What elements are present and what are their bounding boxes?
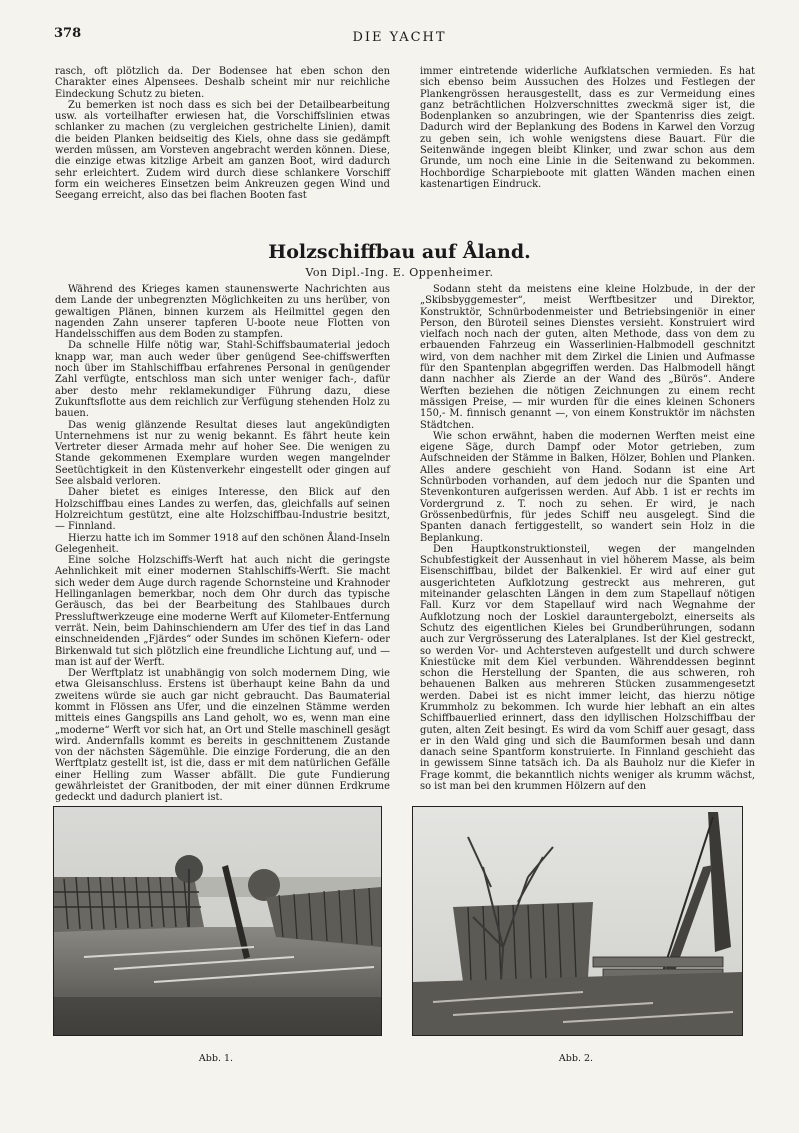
figure-1-caption: Abb. 1. xyxy=(198,1053,234,1064)
paragraph: Eine solche Holzschiffs-Werft hat auch nicht die geringste Aehnlichkeit mit einer modernen Stahlschiffs-Werft. Sie macht sich weder dem Auge durch ragende Schornsteine und Krahnoder Hellinganlagen bemerkbar, noch dem Ohr durch das typische Geräusch, das bei der Bearbeitung des Stahlbaues durch Pressluftwerkzeuge eine moderne Werft auf Kilometer-Entfernung verrät. Nein, beim Dahinschiendern am Ufer des tief in das Land einschneidenden „Fjärdes“ oder Sundes im schönen Kiefern- oder Birkenwald tut sich plötzlich eine freundliche Lichtung auf, und — man ist auf der Werft. xyxy=(55,555,390,668)
paragraph: Daher bietet es einiges Interesse, den Blick auf den Holzschiffbau eines Landes zu werfen, das, gleichfalls auf seinen Holzreichtum gestützt, eine alte Holzschiffbau-Industrie besitzt, — Finnland. xyxy=(55,487,390,533)
paragraph: rasch, oft plötzlich da. Der Bodensee hat eben schon den Charakter eines Alpensees. Deshalb scheint mir nur reichliche Eindeckung Schutz zu bieten. xyxy=(55,66,390,100)
shipyard-photo-1 xyxy=(54,807,381,1035)
paragraph: Hierzu hatte ich im Sommer 1918 auf den schönen Åland-Inseln Gelegenheit. xyxy=(55,532,390,555)
paragraph: Den Hauptkonstruktionsteil, wegen der mangelnden Schubfestigkeit der Aussenhaut in viel höherem Masse, als beim Eisenschiffbau, bildet der Balkenkiel. Er wird auf einer gut ausgerichteten Aufklotzung gestreckt aus mehreren, gut miteinander gelaschten Längen in dem zum Stapellauf nötigen Fall. Kurz vor dem Stapellauf wird nach Wegnahme der Aufklotzung noch der Loskiel darauntergebolzt, einerseits als Schutz des eigentlichen Kieles bei Grundberührungen, sodann auch zur Vergrösserung des Lateralplanes. Ist der Kiel gestreckt, so werden Vor- und Achtersteven aufgestellt und durch schwere Kniestücke mit dem Kiel verbunden. Währenddessen beginnt schon die Herstellung der Spanten, die aus schweren, roh behauenen Balken aus mehreren Stücken zusammengesetzt werden. Dabei ist es nicht immer leicht, das hierzu nötige Krummholz zu bekommen. Ich wurde hier lebhaft an ein altes Schiffbauerlied erinnert, dass den idyllischen Holzschiffbau der guten, alten Zeit besingt. Es wird da vom Schiff auer gesagt, dass er in den Wald ging und sich die Baumformen besah und dann danach seine Spantform konstruierte. In Finnland geschieht das in gewissem Sinne tatsäch ich. Da als Bauholz nur die Kiefer in Frage kommt, die bekanntlich nichts weniger als krumm wächst, so ist man bei den krummen Hölzern auf den xyxy=(420,543,755,793)
article-byline: Von Dipl.-Ing. E. Oppenheimer. xyxy=(305,266,494,279)
shipyard-photo-2 xyxy=(413,807,742,1035)
article-column-left xyxy=(55,284,390,804)
paragraph: Das wenig glänzende Resultat dieses laut angekündigten Unternehmens ist nur zu wenig bekannt. Es fährt heute kein Vertreter dieser Armada mehr auf hoher See. Die wenigen zu Stande gekommenen Exemplare wurden wegen mangelnder Seetüchtigkeit in den Küstenverkehr eingestellt oder gingen auf See alsbald verloren. xyxy=(55,419,390,488)
paragraph: Wie schon erwähnt, haben die modernen Werften meist eine eigene Säge, durch Dampf oder Motor getrieben, zum Aufschneiden der Stämme in Balken, Hölzer, Bohlen und Planken. Alles andere geschieht von Hand. Sodann ist eine Art Schnürboden vorhanden, auf dem jedoch nur die Spanten und Stevenkonturen aufgerissen werden. Auf Abb. 1 ist er rechts im Vordergrund z. T. noch zu sehen. Er wird, je nach Grössenbedürfnis, für jedes Schiff neu ausgelegt. Sind die Spanten danach fertiggestellt, so wandert sein Holz in die Beplankung. xyxy=(420,430,755,544)
paragraph: Zu bemerken ist noch dass es sich bei der Detailbearbeitung usw. als vorteilhafter erwiesen hat, die Vorschiffslinien etwas schlanker zu machen (zu vergleichen gestrichelte Linien), damit die beiden Planken beidseitig des Kiels, ohne dass sie gedämpft werden müssen, am Vorsteven angebracht werden können. Diese, die einzige etwas kitzlige Arbeit am ganzen Boot, wird dadurch sehr erleichtert. Zudem wird durch diese schlankere Vorschiff form ein weicheres Einsetzen beim Ankreuzen gegen Wind und Seegang erreicht, also das bei flachen Booten fast xyxy=(55,99,390,202)
paragraph: Sodann steht da meistens eine kleine Holzbude, in der der „Skibsbyggemester“, meist Werftbesitzer und Direktor, Konstruktör, Schnürbodenmeister und Betriebsingeniör in einer Person, den Büroteil seines Dienstes versieht. Konstruiert wird vielfach noch nach der guten, alten Methode, dass von dem zu erbauenden Fahrzeug ein Wasserlinien-Halbmodell geschnitzt wird, von dem nachher mit dem Zirkel die Linien und Aufmasse für den Spantenplan abgegriffen werden. Das Halbmodell hängt dann nachher als Zierde an der Wand des „Bürös“. Andere Werften beziehen die nötigen Zeichnungen zu einem recht mässigen Preise, — mir wurden für die eines kleinen Schoners 150,- M. finnisch genannt —, von einem Konstruktör im nächsten Städtchen. xyxy=(420,284,755,431)
top-column-left xyxy=(55,66,390,202)
top-column-right xyxy=(420,66,755,190)
figure-1-photo xyxy=(53,806,382,1036)
figure-2-photo xyxy=(412,806,743,1036)
paragraph: immer eintretende widerliche Aufklatschen vermieden. Es hat sich ebenso beim Aussuchen des Holzes und Festlegen der Plankengrössen herausgestellt, dass es zur Vermeidung eines ganz beträchtlichen Holzverschnittes zweckmä siger ist, die Bodenplanken so anzubringen, wie der Spantenriss dies zeigt. Dadurch wird der Beplankung des Bodens in Karwel den Vorzug zu geben sein, ich wohle wenigstens diese Bauart. Für die Seitenwände ingegen bleibt Klinker, und zwar schon aus dem Grunde, um noch eine Linie in die Seitenwand zu bekommen. Hochbordige Scharpieboote mit glatten Wänden machen einen kastenartigen Eindruck. xyxy=(420,66,755,190)
article-title: Holzschiffbau auf Åland. xyxy=(268,241,531,263)
paragraph: Da schnelle Hilfe nötig war, Stahl-Schiffsbaumaterial jedoch knapp war, man auch weder über genügend See-chiffswerften noch über im Stahlschiffbau erfahrenes Personal in genügender Zahl verfügte, entschloss man sich unter weniger fach-, dafür aber desto mehr reklamekundiger Führung dazu, diese Zukunftsflotte aus dem reichlich zur Verfügung stehenden Holz zu bauen. xyxy=(55,340,390,420)
paragraph: Während des Krieges kamen staunenswerte Nachrichten aus dem Lande der unbegrenzten Möglichkeiten zu uns herüber, von gewaltigen Plänen, binnen kurzem als Heilmittel gegen den nagenden Zahn unserer tapferen U-boote neue Flotten von Handelsschiffen aus dem Boden zu stampfen. xyxy=(55,284,390,341)
paragraph: Der Werftplatz ist unabhängig von solch modernem Ding, wie etwa Gleisanschluss. Erstens ist überhaupt keine Bahn da und zweitens würde sie auch gar nicht gebraucht. Das Baumaterial kommt in Flössen ans Ufer, und die einzelnen Stämme werden mitteis eines Gangspills ans Land geholt, wo es, wenn man eine „moderne“ Werft vor sich hat, an Ort und Stelle maschinell gesägt wird. Andernfalls kommt es bereits in geschnittenem Zustande von der nächsten Sägemühle. Die einzige Forderung, die an den Werftplatz gestellt ist, ist die, dass er mit dem natürlichen Gefälle einer Helling zum Wasser abfällt. Die gute Fundierung gewährleistet der Granitboden, der mit einer dünnen Erdkrume gedeckt und dadurch planiert ist. xyxy=(55,668,390,804)
article-column-right xyxy=(420,284,755,792)
figure-2-caption: Abb. 2. xyxy=(558,1053,594,1064)
page-number: 378 xyxy=(54,26,82,41)
running-head: DIE YACHT xyxy=(352,30,447,45)
